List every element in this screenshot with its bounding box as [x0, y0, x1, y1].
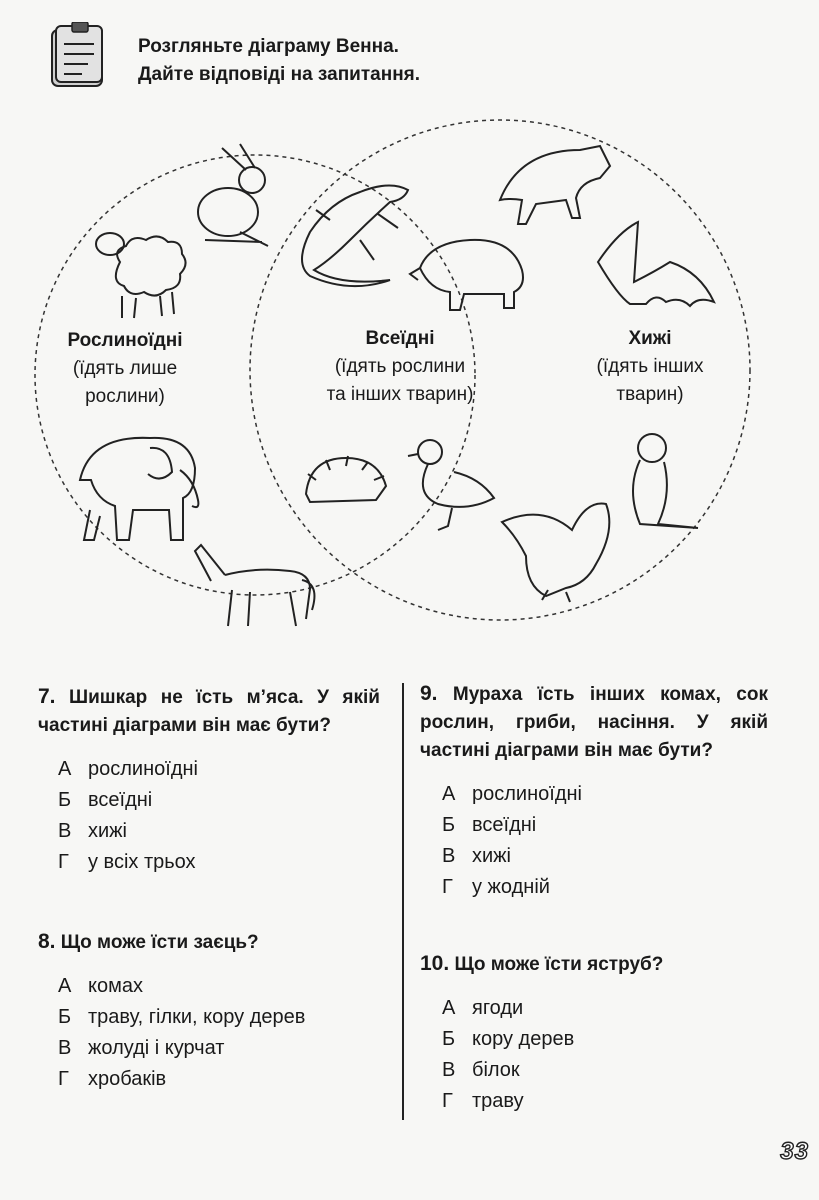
- option-text: хижі: [88, 820, 127, 842]
- omnivores-title: Всеїдні: [365, 328, 435, 349]
- herbivores-desc-1: (їдять лише: [72, 358, 178, 379]
- question-10-option-c[interactable]: [442, 1055, 768, 1086]
- question-9-number: 9.: [420, 682, 438, 705]
- option-letter: В: [442, 1059, 456, 1081]
- option-letter: Г: [58, 1068, 69, 1090]
- question-7-option-b[interactable]: [58, 785, 380, 816]
- ground-squirrel-icon: [633, 434, 698, 528]
- question-8: [38, 928, 380, 1095]
- option-text: у всіх трьох: [88, 851, 196, 873]
- hare-icon: [198, 144, 268, 246]
- omnivores-desc-2: та інших тварин): [326, 384, 474, 405]
- question-10-options: [442, 993, 768, 1117]
- question-9-option-b[interactable]: [442, 810, 768, 841]
- question-9-option-a[interactable]: [442, 779, 768, 810]
- option-letter: В: [442, 845, 456, 867]
- question-7: [38, 683, 380, 878]
- bat-icon: [598, 222, 714, 306]
- question-9-option-c[interactable]: [442, 841, 768, 872]
- question-7-options: [58, 754, 380, 878]
- question-8-options: [58, 971, 308, 1095]
- eagle-icon: [502, 504, 609, 602]
- question-10: [420, 950, 768, 1117]
- question-9-options: [442, 779, 768, 903]
- wolf-icon: [500, 146, 610, 224]
- option-text: білок: [472, 1059, 520, 1081]
- omnivores-label: [290, 325, 510, 409]
- option-letter: Б: [442, 1028, 456, 1050]
- question-7-text: [38, 683, 380, 740]
- option-letter: А: [58, 975, 72, 997]
- boar-icon: [410, 240, 523, 310]
- page-number: 33: [780, 1138, 809, 1165]
- question-10-option-a[interactable]: [442, 993, 768, 1024]
- carnivores-desc-2: тварин): [616, 384, 684, 405]
- question-7-option-d[interactable]: [58, 847, 380, 878]
- option-letter: В: [58, 820, 72, 842]
- option-text: рослиноїдні: [472, 783, 582, 805]
- option-text: ягоди: [472, 997, 524, 1019]
- question-9: [420, 680, 768, 903]
- question-8-option-b[interactable]: [58, 1002, 308, 1033]
- question-10-number: 10.: [420, 952, 450, 975]
- question-7-prompt: Шишкар не їсть м’яса. У якій частині діаграми він має бути?: [38, 687, 380, 736]
- option-text: всеїдні: [472, 814, 537, 836]
- question-8-option-c[interactable]: [58, 1033, 308, 1064]
- herbivores-label: [40, 327, 210, 411]
- option-text: жолуді і курчат: [88, 1037, 225, 1059]
- option-letter: А: [58, 758, 72, 780]
- question-8-number: 8.: [38, 930, 56, 953]
- option-letter: Г: [58, 851, 69, 873]
- question-8-option-d[interactable]: [58, 1064, 308, 1095]
- option-letter: Г: [442, 1090, 453, 1112]
- elephant-icon: [80, 438, 198, 540]
- option-letter: Г: [442, 876, 453, 898]
- herbivores-title: Рослиноїдні: [67, 330, 183, 351]
- option-text: рослиноїдні: [88, 758, 198, 780]
- sheep-icon: [96, 233, 186, 318]
- horse-icon: [195, 545, 314, 626]
- column-divider: [402, 683, 404, 1120]
- question-7-option-a[interactable]: [58, 754, 380, 785]
- instruction-line-1: Розгляньте діаграму Венна.: [138, 36, 399, 57]
- omnivores-desc-1: (їдять рослини: [334, 356, 466, 377]
- carnivores-title: Хижі: [628, 328, 672, 349]
- hedgehog-icon: [306, 456, 386, 502]
- option-letter: Б: [442, 814, 456, 836]
- option-text: всеїдні: [88, 789, 153, 811]
- duck-icon: [408, 440, 494, 530]
- option-text: траву: [472, 1090, 524, 1112]
- question-9-text: [420, 680, 768, 765]
- question-10-prompt: Що може їсти яструб?: [454, 954, 664, 975]
- question-8-text: [38, 928, 380, 957]
- question-7-number: 7.: [38, 685, 56, 708]
- carnivores-label: [570, 325, 730, 409]
- carnivores-desc-1: (їдять інших: [596, 356, 704, 377]
- option-text: у жодній: [472, 876, 550, 898]
- option-text: траву, гілки, кору дерев: [88, 1006, 306, 1028]
- question-9-option-d[interactable]: [442, 872, 768, 903]
- instruction-line-2: Дайте відповіді на запитання.: [138, 64, 421, 85]
- question-10-option-b[interactable]: [442, 1024, 768, 1055]
- option-letter: А: [442, 783, 456, 805]
- option-text: кору дерев: [472, 1028, 575, 1050]
- question-10-option-d[interactable]: [442, 1086, 768, 1117]
- option-letter: Б: [58, 1006, 72, 1028]
- question-8-option-a[interactable]: [58, 971, 308, 1002]
- option-text: хробаків: [88, 1068, 167, 1090]
- option-letter: В: [58, 1037, 72, 1059]
- lizard-icon: [302, 185, 408, 286]
- question-8-prompt: Що може їсти заєць?: [60, 932, 259, 953]
- herbivores-desc-2: рослини): [85, 386, 165, 407]
- question-9-prompt: Мураха їсть інших комах, сок рослин, гриби, насіння. У якій частині діаграми він має бути?: [420, 684, 768, 761]
- option-text: комах: [88, 975, 143, 997]
- option-letter: Б: [58, 789, 72, 811]
- question-10-text: [420, 950, 768, 979]
- option-letter: А: [442, 997, 456, 1019]
- option-text: хижі: [472, 845, 511, 867]
- question-7-option-c[interactable]: [58, 816, 380, 847]
